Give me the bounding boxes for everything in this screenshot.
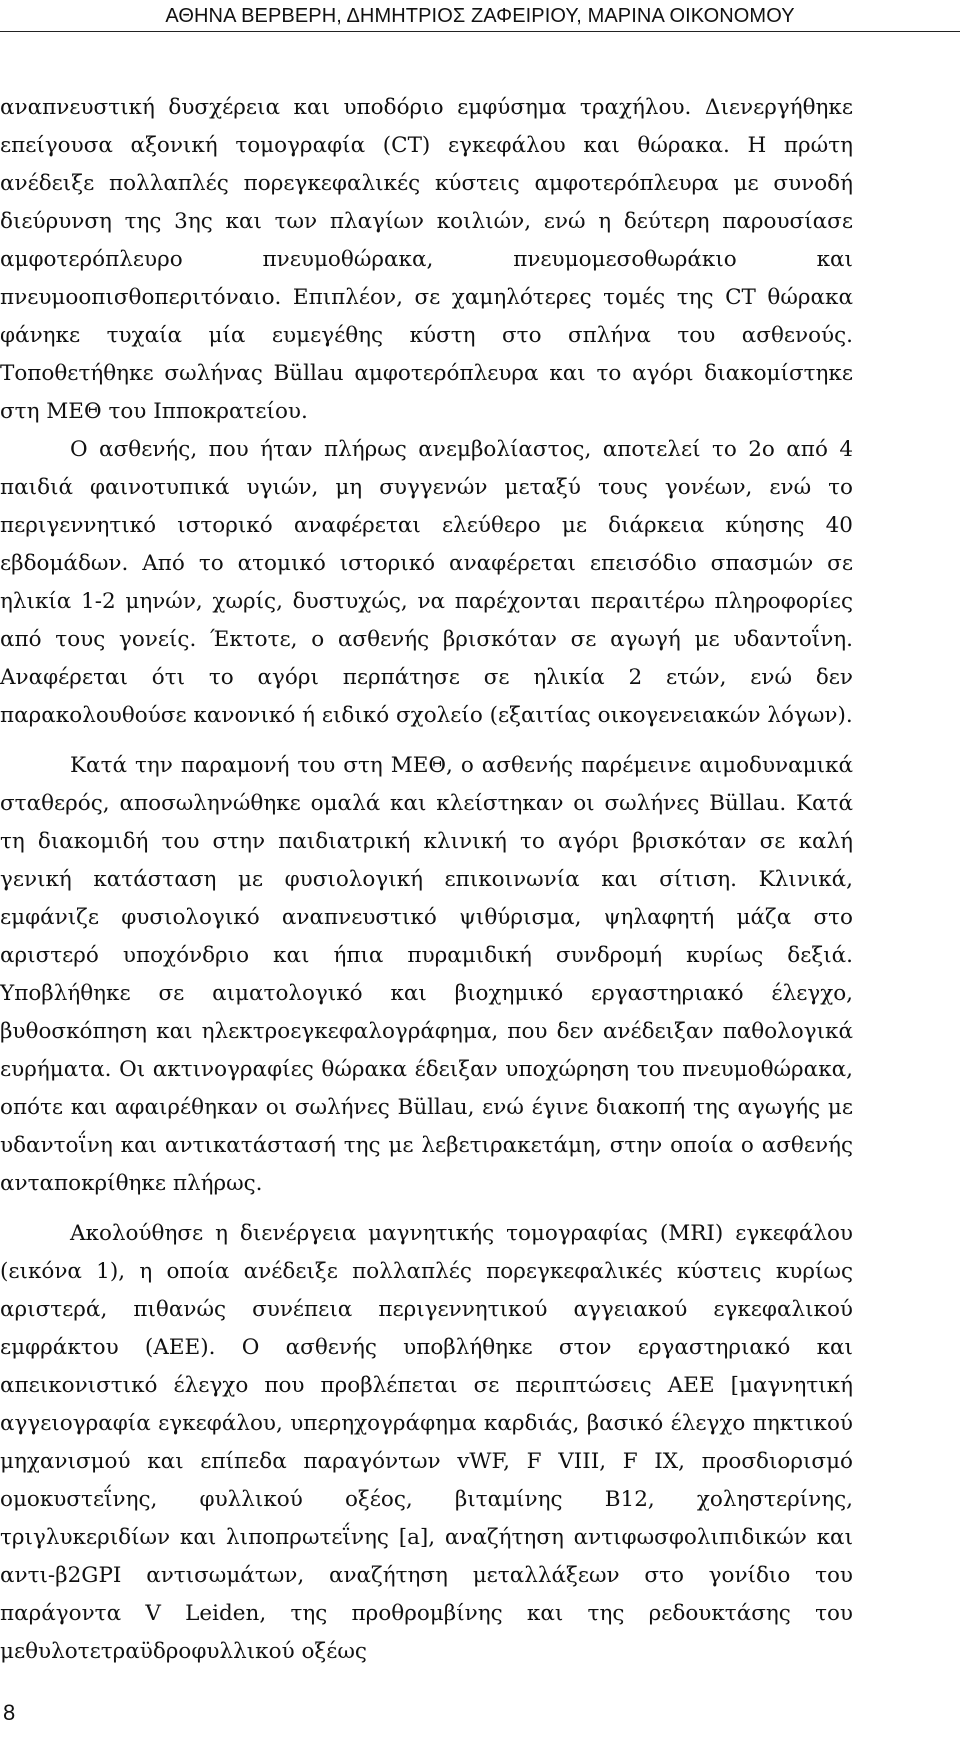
paragraph-continued: αναπνευστική δυσχέρεια και υποδόριο εμφύσημα τραχήλου. Διενεργήθηκε επείγουσα αξονική τομογραφία (CT) εγκεφάλου και θώρακα. Η πρώτη ανέδειξε πολλαπλές πορεγκεφαλικές κύστεις αμφοτερόπλευρα με συνοδή διεύρυνση της 3ης και των πλαγίων κοιλιών, ενώ η δεύτερη παρουσίασε αμφοτερόπλευρο πνευμοθώρακα, πνευμομεσοθωράκιο και πνευμοοπισθοπεριτόναιο. Επιπλέον, σε χαμηλότερες τομές της CT θώρακα φάνηκε τυχαία μία ευμεγέθης κύστη στο σπλήνα του ασθενούς. Τοποθετήθηκε σωλήνας Büllau αμφοτερόπλευρα και το αγόρι διακομίστηκε στη ΜΕΘ του Ιπποκρατείου. bbox=[0, 95, 853, 424]
paragraph-patient-history: Ο ασθενής, που ήταν πλήρως ανεμβολίαστος, αποτελεί το 2ο από 4 παιδιά φαινοτυπικά υγιών, μη συγγενών μεταξύ τους γονέων, ενώ το περιγεννητικό ιστορικό αναφέρεται ελεύθερο με διάρκεια κύησης 40 εβδομάδων. Από το ατομικό ιστορικό αναφέρεται επεισόδιο σπασμών σε ηλικία 1-2 μηνών, χωρίς, δυστυχώς, να παρέχονται περαιτέρω πληροφορίες από τους γονείς. Έκτοτε, ο ασθενής βρισκόταν σε αγωγή με υδαντοΐνη. Αναφέρεται ότι το αγόρι περπάτησε σε ηλικία 2 ετών, ενώ δεν παρακολουθούσε κανονικό ή ειδικό σχολείο (εξαιτίας οικογενειακών λόγων). bbox=[0, 437, 853, 728]
header-rule bbox=[0, 31, 960, 32]
paragraph-mri-workup: Ακολούθησε η διενέργεια μαγνητικής τομογραφίας (MRI) εγκεφάλου (εικόνα 1), η οποία ανέδειξε πολλαπλές πορεγκεφαλικές κύστεις κυρίως αριστερά, πιθανώς συνέπεια περιγεννητικού αγγειακού εγκεφαλικού εμφράκτου (ΑΕΕ). Ο ασθενής υποβλήθηκε στον εργαστηριακό και απεικονιστικό έλεγχο που προβλέπεται σε περιπτώσεις ΑΕΕ [μαγνητική αγγειογραφία εγκεφάλου, υπερηχογράφημα καρδιάς, βασικό έλεγχο πηκτικού μηχανισμού και επίπεδα παραγόντων vWF, F VIII, F IX, προσδιορισμό ομοκυστεΐνης, φυλλικού οξέος, βιταμίνης Β12, χοληστερίνης, τριγλυκεριδίων και λιποπρωτεΐνης [a], αναζήτηση αντιφωσφολιπιδικών και αντι-β2GPI αντισωμάτων, αναζήτηση μεταλλάξεων στο γονίδιο του παράγοντα V Leiden, της προθρομβίνης και της ρεδουκτάσης του μεθυλοτετραϋδροφυλλικού οξέως bbox=[0, 1221, 853, 1664]
body-text bbox=[0, 89, 853, 1671]
page-number: 8 bbox=[3, 1700, 16, 1725]
running-head: ΑΘΗΝΑ ΒΕΡΒΕΡΗ, ΔΗΜΗΤΡΙΟΣ ΖΑΦΕΙΡΙΟΥ, ΜΑΡΙΝΑ ΟΙΚΟΝΟΜΟΥ bbox=[165, 5, 795, 27]
paragraph-icu-course: Κατά την παραμονή του στη ΜΕΘ, ο ασθενής παρέμεινε αιμοδυναμικά σταθερός, αποσωληνώθηκε ομαλά και κλείστηκαν οι σωλήνες Büllau. Κατά τη διακομιδή του στην παιδιατρική κλινική το αγόρι βρισκόταν σε καλή γενική κατάσταση με φυσιολογική επικοινωνία και σίτιση. Κλινικά, εμφάνιζε φυσιολογικό αναπνευστικό ψιθύρισμα, ψηλαφητή μάζα στο αριστερό υποχόνδριο και ήπια πυραμιδική συνδρομή κυρίως δεξιά. Υποβλήθηκε σε αιματολογικό και βιοχημικό εργαστηριακό έλεγχο, βυθοσκόπηση και ηλεκτροεγκεφαλογράφημα, που δεν ανέδειξαν παθολογικά ευρήματα. Οι ακτινογραφίες θώρακα έδειξαν υποχώρηση του πνευμοθώρακα, οπότε και αφαιρέθηκαν οι σωλήνες Büllau, ενώ έγινε διακοπή της αγωγής με υδαντοΐνη και αντικατάστασή της με λεβετιρακετάμη, στην οποία ο ασθενής ανταποκρίθηκε πλήρως. bbox=[0, 753, 853, 1196]
